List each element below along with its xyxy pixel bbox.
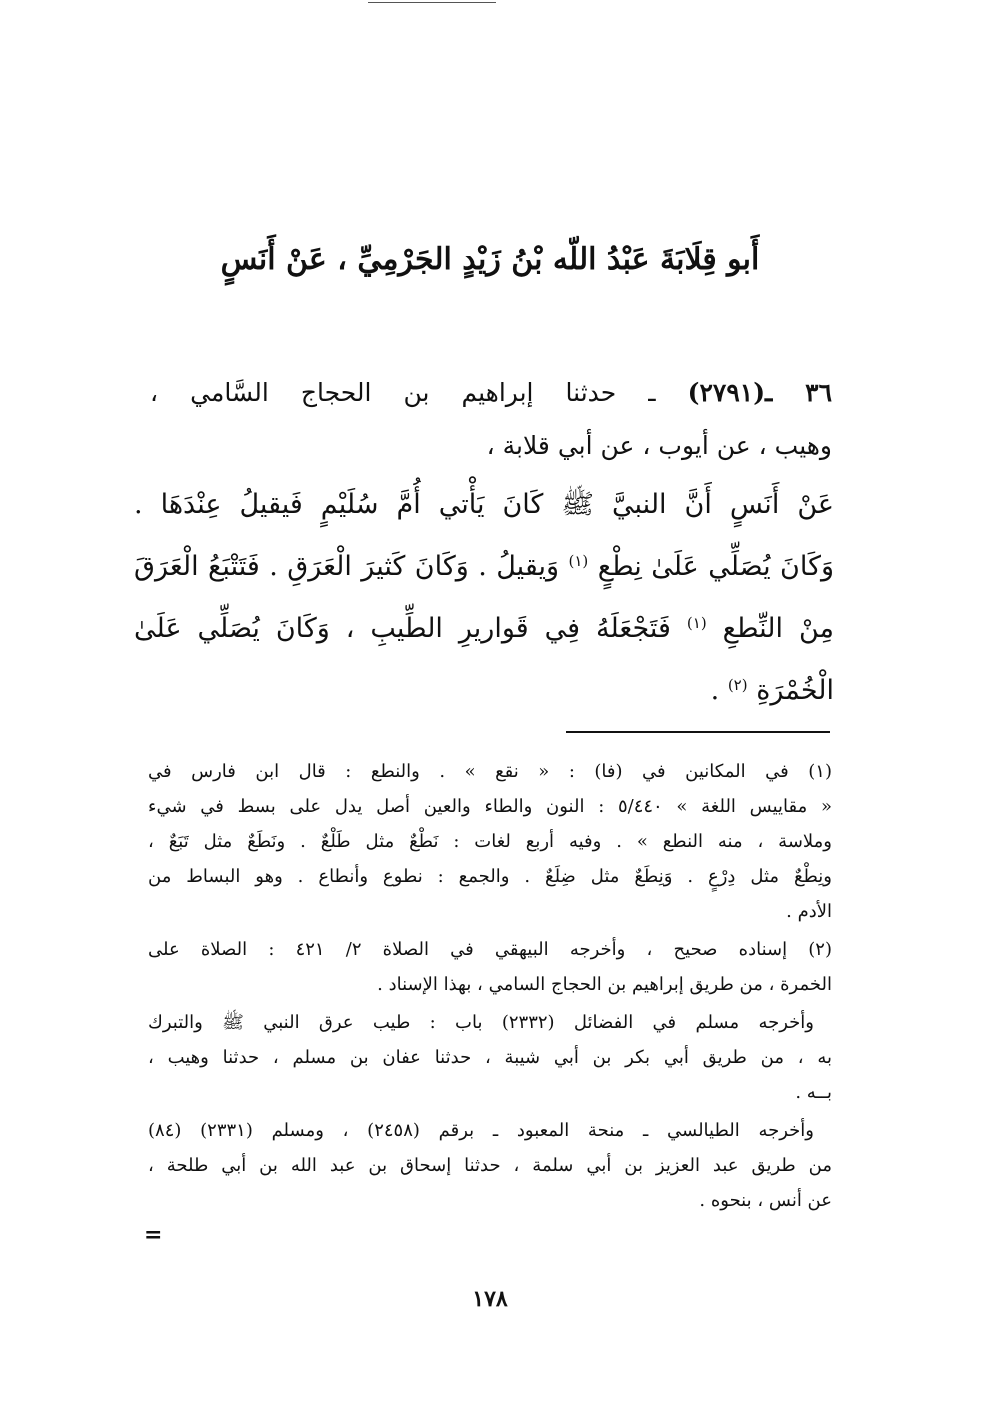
matn-line (134, 533, 834, 595)
hadith-text (134, 476, 834, 719)
footnote-line: (٢) إسناده صحيح ، وأخرجه البيهقي في الصلاة ٢/ ٤٢١ : الصلاة على (148, 939, 832, 960)
footnote-line: الأدم . (786, 901, 832, 922)
matn-line (134, 595, 834, 657)
footnote-line: وأخرجه الطيالسي ـ منحة المعبود ـ برقم (٢٤٥٨) ، ومسلم (٢٣٣١) (٨٤) (148, 1120, 814, 1141)
footnote-line: به ، من طريق أبي بكر بن أبي شيبة ، حدثنا عفان بن مسلم ، حدثنا وهيب ، (148, 1047, 832, 1068)
footnote-line: الخمرة ، من طريق إبراهيم بن الحجاج السامي ، بهذا الإسناد . (377, 974, 832, 995)
hadith-number: ٣٦ ـ(٢٧٩١) (687, 378, 833, 407)
narration-text: ـ حدثنا إبراهيم بن الحجاج السَّامي ، (150, 378, 656, 407)
footnote-1 (148, 754, 832, 929)
footnote-2-tayalisi (148, 1113, 832, 1218)
chapter-title: أَبو قِلَابَةَ عَبْدُ اللّه بْنُ زَيْدٍ الجَرْمِيِّ ، عَنْ أَنَسٍ (220, 242, 760, 277)
footnote-line: « مقاييس اللغة » ٥/٤٤٠ : النون والطاء والعين أصل يدل على بسط في شيء (148, 796, 832, 817)
matn-segment: مِنْ النِّطعِ (722, 613, 834, 644)
footnote-line: وأخرجه مسلم في الفضائل (٢٣٣٢) باب : طيب عرق النبي ﷺ والتبرك (148, 1012, 814, 1033)
hadith-narration (150, 366, 832, 472)
matn-segment: وَكَانَ يُصَلِّي عَلَىٰ نِطْعٍ (597, 551, 834, 582)
footnote-ref[interactable]: (١) (686, 614, 707, 632)
page-number: ١٧٨ (472, 1286, 508, 1312)
matn-segment: وَيقيلُ . وَكَانَ كَثيرَ الْعَرَقِ . فَتَتْبَعُ الْعَرَقَ (134, 551, 560, 582)
footnote-line: من طريق عبد العزيز بن أبي سلمة ، حدثنا إسحاق بن عبد الله بن أبي طلحة ، (148, 1155, 832, 1176)
footnote-line: بــه . (795, 1082, 832, 1103)
matn-line (134, 657, 834, 719)
footnote-separator (566, 731, 830, 733)
footnote-line: ونِطْعٌ مثل دِرْعٍ . وَنِطَعٌ مثل ضِلَعٌ . والجمع : نطوع وأنطاع . وهو البساط من (148, 866, 832, 887)
narration-line: وهيب ، عن أيوب ، عن أبي قلابة ، (486, 431, 832, 460)
matn-segment: الْخُمْرَةِ (756, 675, 834, 706)
matn-segment: فَتَجْعَلَهُ فِي قَواريرِ الطِّيبِ ، وَكَانَ يُصَلِّي عَلَىٰ (134, 613, 671, 644)
narration-line (150, 366, 832, 419)
footnote-ref[interactable]: (٢) (727, 676, 748, 694)
footnote-2-muslim (148, 1005, 832, 1110)
footnote-line: (١) في المكانين في (فا) : « نقع » . والنطع : قال ابن فارس في (148, 761, 832, 782)
top-rule (368, 2, 496, 3)
matn-segment: . (710, 675, 720, 706)
footnote-line: وملاسة ، منه النطع » . وفيه أربع لغات : نَطْعٌ مثل طَلْعٌ . ونَطَعٌ مثل تَبَعٌ ، (148, 831, 832, 852)
continuation-mark: = (144, 1222, 163, 1248)
footnote-line: عن أنس ، بنحوه . (699, 1190, 832, 1211)
footnotes (148, 754, 832, 1221)
matn-line: عَنْ أَنَسٍ أَنَّ النبيَّ ﷺ كَانَ يَأْتي أُمَّ سُلَيْمٍ فَيقيلُ عِنْدَهَا . (134, 489, 834, 520)
footnote-2 (148, 932, 832, 1002)
footnote-ref[interactable]: (١) (568, 552, 589, 570)
